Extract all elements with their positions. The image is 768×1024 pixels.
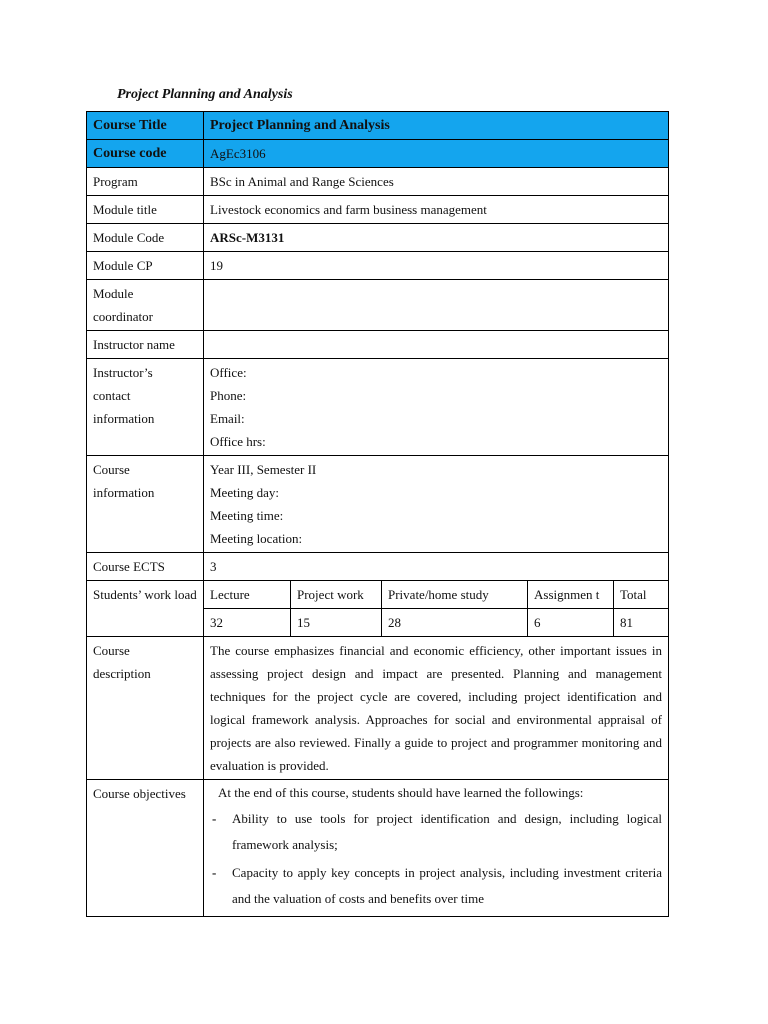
row-module-title: [87, 196, 669, 224]
workload-value-project-work: 15: [291, 609, 382, 637]
label-module-cp: Module CP: [87, 252, 204, 280]
label-description-l1: Course: [93, 643, 130, 658]
row-course-ects: [87, 553, 669, 581]
label-contact-l2: contact: [93, 388, 131, 403]
contact-phone: Phone:: [210, 388, 247, 403]
row-module-cp: [87, 252, 669, 280]
label-course-info-l1: Course: [93, 462, 130, 477]
workload-value-total: 81: [614, 609, 669, 637]
row-program: [87, 168, 669, 196]
label-module-coordinator-l2: coordinator: [93, 309, 153, 324]
row-course-description: [87, 637, 669, 780]
workload-value-assignment: 6: [528, 609, 614, 637]
value-course-ects: 3: [204, 553, 669, 581]
label-course-information: [87, 456, 204, 553]
objective-item: - Capacity to apply key concepts in project analysis, including investment criteria and the valuation of costs and benefits over time: [210, 860, 662, 912]
row-module-coordinator: [87, 280, 669, 331]
value-module-code: ARSc-M3131: [204, 224, 669, 252]
value-instructor-name: [204, 331, 669, 359]
value-course-objectives: [204, 780, 669, 917]
label-course-objectives: Course objectives: [87, 780, 204, 917]
row-workload-headers: [87, 581, 669, 609]
workload-value-lecture: 32: [204, 609, 291, 637]
label-program: Program: [87, 168, 204, 196]
workload-header-total: Total: [614, 581, 669, 609]
workload-value-private-study: 28: [382, 609, 528, 637]
label-module-coordinator: [87, 280, 204, 331]
workload-header-assignment: Assignmen t: [528, 581, 614, 609]
row-module-code: [87, 224, 669, 252]
label-course-info-l2: information: [93, 485, 155, 500]
label-course-title: Course Title: [87, 112, 204, 140]
value-course-description: The course emphasizes financial and economic efficiency, other important issues in assessing project design and impact are presented. Planning and management techniques for the project cycle are covered, including project identification and logical framework analysis. Approaches for social and environmental appraisal of projects are also reviewed. Finally a guide to project and programmer monitoring and evaluation is provided.: [204, 637, 669, 780]
label-module-coordinator-l1: Module: [93, 286, 134, 301]
course-info-meeting-day: Meeting day:: [210, 485, 279, 500]
row-course-title: [87, 112, 669, 140]
row-instructor-name: [87, 331, 669, 359]
objectives-list: [210, 806, 662, 912]
workload-header-lecture: Lecture: [204, 581, 291, 609]
course-info-table: [86, 111, 669, 917]
row-course-objectives: [87, 780, 669, 917]
course-info-year: Year III, Semester II: [210, 462, 317, 477]
label-course-description: [87, 637, 204, 780]
objective-item: - Ability to use tools for project identification and design, including logical framework analysis;: [210, 806, 662, 858]
label-instructor-contact: [87, 359, 204, 456]
value-module-title: Livestock economics and farm business management: [204, 196, 669, 224]
row-course-information: [87, 456, 669, 553]
label-contact-l3: information: [93, 411, 155, 426]
value-course-code: AgEc3106: [204, 140, 669, 168]
label-description-l2: description: [93, 666, 151, 681]
course-info-meeting-location: Meeting location:: [210, 531, 303, 546]
label-module-code: Module Code: [87, 224, 204, 252]
value-module-coordinator: [204, 280, 669, 331]
course-info-meeting-time: Meeting time:: [210, 508, 284, 523]
label-instructor-name: Instructor name: [87, 331, 204, 359]
workload-header-project-work: Project work: [291, 581, 382, 609]
contact-email: Email:: [210, 411, 245, 426]
label-module-title: Module title: [87, 196, 204, 224]
objectives-intro: At the end of this course, students should have learned the followings:: [218, 785, 584, 800]
contact-office: Office:: [210, 365, 247, 380]
document-title: Project Planning and Analysis: [117, 87, 293, 102]
value-instructor-contact: [204, 359, 669, 456]
value-program: BSc in Animal and Range Sciences: [204, 168, 669, 196]
row-course-code: [87, 140, 669, 168]
contact-office-hrs: Office hrs:: [210, 434, 266, 449]
value-course-title: Project Planning and Analysis: [204, 112, 669, 140]
label-course-ects: Course ECTS: [87, 553, 204, 581]
label-contact-l1: Instructor’s: [93, 365, 153, 380]
value-course-information: [204, 456, 669, 553]
row-instructor-contact: [87, 359, 669, 456]
value-module-cp: 19: [204, 252, 669, 280]
workload-header-private-study: Private/home study: [382, 581, 528, 609]
label-workload: Students’ work load: [87, 581, 204, 637]
label-course-code: Course code: [87, 140, 204, 168]
